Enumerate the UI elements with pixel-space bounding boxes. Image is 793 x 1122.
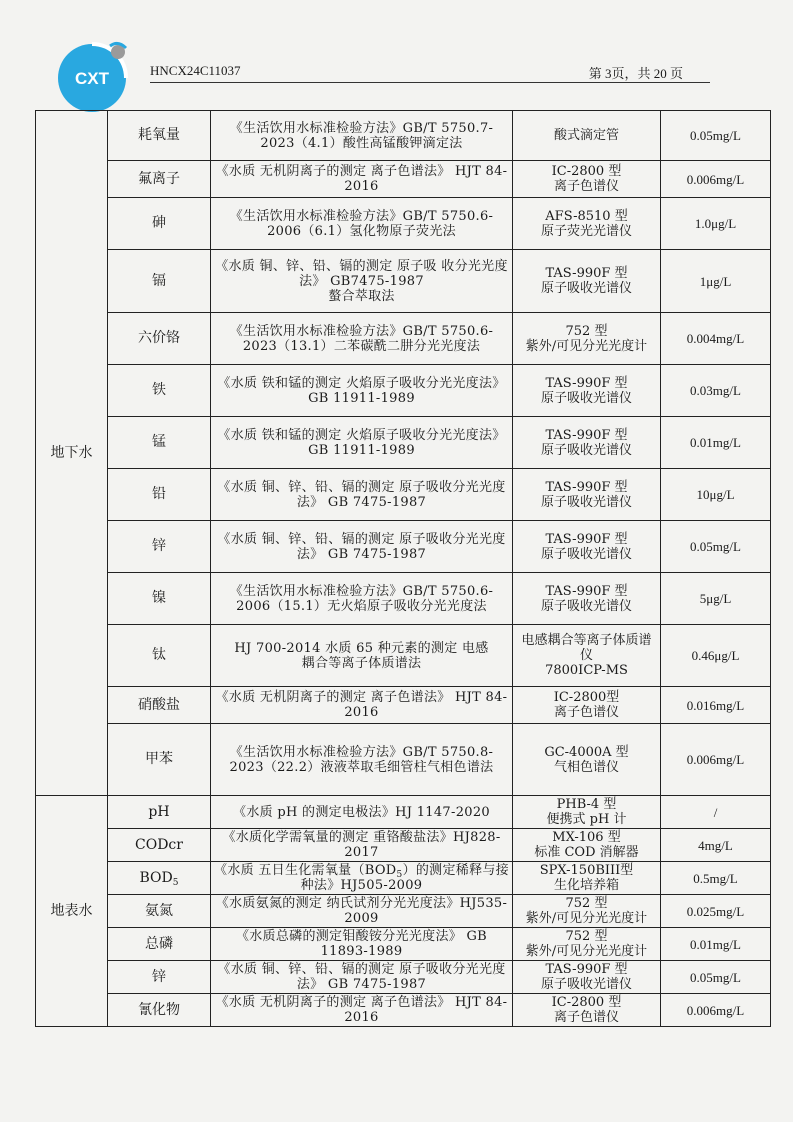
document-number: HNCX24C11037 xyxy=(150,63,241,78)
instrument-cell: TAS-990F 型 原子吸收光谱仪 xyxy=(513,521,661,573)
table-row xyxy=(36,687,771,724)
instrument-cell: 电感耦合等离子体质谱仪 7800ICP-MS xyxy=(513,625,661,687)
instrument-cell: AFS-8510 型 原子荧光光谱仪 xyxy=(513,198,661,250)
item-cell: 耗氧量 xyxy=(108,111,211,161)
method-cell: 《水质 无机阴离子的测定 离子色谱法》 HJT 84-2016 xyxy=(211,994,513,1027)
method-cell: 《水质 五日生化需氧量$(BOD_5)$的测定稀释与接种法》HJ505-2009 xyxy=(211,862,513,895)
limit-cell: 10μg/L xyxy=(661,469,771,521)
item-cell: 氨氮 xyxy=(108,895,211,928)
method-cell: HJ 700-2014 水质 65 种元素的测定 电感 耦合等离子体质谱法 xyxy=(211,625,513,687)
item-cell: 锌 xyxy=(108,521,211,573)
table-row xyxy=(36,111,771,161)
method-cell: 《水质 无机阴离子的测定 离子色谱法》 HJT 84-2016 xyxy=(211,687,513,724)
item-cell: 铁 xyxy=(108,365,211,417)
method-cell: 《水质总磷的测定钼酸铵分光光度法》 GB 11893-1989 xyxy=(211,928,513,961)
method-cell: 《水质 铜、锌、铅、镉的测定 原子吸 收分光光度法》 GB7475-1987 螯合萃取法 xyxy=(211,250,513,313)
method-cell: 《水质 铁和锰的测定 火焰原子吸收分光光度法》 GB 11911-1989 xyxy=(211,417,513,469)
item-cell: 锌 xyxy=(108,961,211,994)
instrument-cell: IC-2800 型 离子色谱仪 xyxy=(513,161,661,198)
item-cell: pH xyxy=(108,796,211,829)
item-cell: 钛 xyxy=(108,625,211,687)
table-row xyxy=(36,469,771,521)
item-cell: $BOD_5$ xyxy=(108,862,211,895)
limit-cell: 0.5mg/L xyxy=(661,862,771,895)
instrument-cell: 752 型 紫外/可见分光光度计 xyxy=(513,895,661,928)
limit-cell: 0.01mg/L xyxy=(661,928,771,961)
method-cell: 《生活饮用水标准检验方法》GB/T 5750.6-2023（13.1）二苯碳酰二肼分光光度法 xyxy=(211,313,513,365)
method-cell: 《生活饮用水标准检验方法》GB/T 5750.8-2023（22.2）液液萃取毛细管柱气相色谱法 xyxy=(211,724,513,796)
table-row xyxy=(36,250,771,313)
limit-cell: 0.46μg/L xyxy=(661,625,771,687)
table-row xyxy=(36,573,771,625)
table-row xyxy=(36,521,771,573)
limit-cell: 0.025mg/L xyxy=(661,895,771,928)
method-cell: 《水质 铜、锌、铅、镉的测定 原子吸收分光光度法》 GB 7475-1987 xyxy=(211,961,513,994)
limit-cell: 4mg/L xyxy=(661,829,771,862)
item-cell: 镍 xyxy=(108,573,211,625)
item-cell: 总磷 xyxy=(108,928,211,961)
table-row xyxy=(36,724,771,796)
instrument-cell: TAS-990F 型 原子吸收光谱仪 xyxy=(513,365,661,417)
method-cell: 《水质 铜、锌、铅、镉的测定 原子吸收分光光度法》 GB 7475-1987 xyxy=(211,521,513,573)
method-cell: 《水质 铜、锌、铅、镉的测定 原子吸收分光光度法》 GB 7475-1987 xyxy=(211,469,513,521)
item-cell: CODcr xyxy=(108,829,211,862)
limit-cell: 0.05mg/L xyxy=(661,961,771,994)
instrument-cell: IC-2800型 离子色谱仪 xyxy=(513,687,661,724)
method-cell: 《生活饮用水标准检验方法》GB/T 5750.7-2023（4.1）酸性高锰酸钾滴定法 xyxy=(211,111,513,161)
item-cell: 锰 xyxy=(108,417,211,469)
instrument-cell: TAS-990F 型 原子吸收光谱仪 xyxy=(513,573,661,625)
table-row xyxy=(36,161,771,198)
table-row xyxy=(36,862,771,895)
table-row xyxy=(36,417,771,469)
instrument-cell: PHB-4 型 便携式 pH 计 xyxy=(513,796,661,829)
limit-cell: 0.05mg/L xyxy=(661,111,771,161)
table-row xyxy=(36,796,771,829)
item-cell: 六价铬 xyxy=(108,313,211,365)
method-cell: 《水质 铁和锰的测定 火焰原子吸收分光光度法》 GB 11911-1989 xyxy=(211,365,513,417)
limit-cell: 0.016mg/L xyxy=(661,687,771,724)
instrument-cell: MX-106 型 标准 COD 消解器 xyxy=(513,829,661,862)
limit-cell: 0.006mg/L xyxy=(661,994,771,1027)
limit-cell: 1.0μg/L xyxy=(661,198,771,250)
table-row xyxy=(36,994,771,1027)
category-cell: 地表水 xyxy=(36,796,108,1027)
item-cell: 硝酸盐 xyxy=(108,687,211,724)
instrument-cell: TAS-990F 型 原子吸收光谱仪 xyxy=(513,417,661,469)
table-row xyxy=(36,313,771,365)
page-info: 第 3页，共 20 页 xyxy=(588,66,683,81)
instrument-cell: GC-4000A 型 气相色谱仪 xyxy=(513,724,661,796)
table-row xyxy=(36,365,771,417)
method-cell: 《生活饮用水标准检验方法》GB/T 5750.6-2006（6.1）氢化物原子荧光法 xyxy=(211,198,513,250)
method-cell: 《水质 pH 的测定电极法》HJ 1147-2020 xyxy=(211,796,513,829)
instrument-cell: TAS-990F 型 原子吸收光谱仪 xyxy=(513,469,661,521)
instrument-cell: 752 型 紫外/可见分光光度计 xyxy=(513,928,661,961)
item-cell: 甲苯 xyxy=(108,724,211,796)
table-row xyxy=(36,198,771,250)
limit-cell: 0.03mg/L xyxy=(661,365,771,417)
limit-cell: / xyxy=(661,796,771,829)
table-row xyxy=(36,829,771,862)
item-cell: 氟离子 xyxy=(108,161,211,198)
header-divider xyxy=(150,82,710,83)
company-logo xyxy=(52,38,140,118)
method-cell: 《水质 无机阴离子的测定 离子色谱法》 HJT 84-2016 xyxy=(211,161,513,198)
logo-text: CXT xyxy=(75,69,109,88)
category-cell: 地下水 xyxy=(36,111,108,796)
table-row xyxy=(36,625,771,687)
item-cell: 氰化物 xyxy=(108,994,211,1027)
instrument-cell: SPX-150BIII型 生化培养箱 xyxy=(513,862,661,895)
limit-cell: 1μg/L xyxy=(661,250,771,313)
limit-cell: 0.01mg/L xyxy=(661,417,771,469)
instrument-cell: TAS-990F 型 原子吸收光谱仪 xyxy=(513,961,661,994)
item-cell: 砷 xyxy=(108,198,211,250)
item-cell: 铅 xyxy=(108,469,211,521)
method-cell: 《水质化学需氧量的测定 重铬酸盐法》HJ828-2017 xyxy=(211,829,513,862)
limit-cell: 0.004mg/L xyxy=(661,313,771,365)
method-cell: 《生活饮用水标准检验方法》GB/T 5750.6-2006（15.1）无火焰原子吸收分光光度法 xyxy=(211,573,513,625)
instrument-cell: 酸式滴定管 xyxy=(513,111,661,161)
instrument-cell: TAS-990F 型 原子吸收光谱仪 xyxy=(513,250,661,313)
instrument-cell: 752 型 紫外/可见分光光度计 xyxy=(513,313,661,365)
limit-cell: 0.05mg/L xyxy=(661,521,771,573)
instrument-cell: IC-2800 型 离子色谱仪 xyxy=(513,994,661,1027)
limit-cell: 0.006mg/L xyxy=(661,161,771,198)
item-cell: 镉 xyxy=(108,250,211,313)
table-row xyxy=(36,961,771,994)
limit-cell: 5μg/L xyxy=(661,573,771,625)
table-row xyxy=(36,928,771,961)
method-cell: 《水质氨氮的测定 纳氏试剂分光光度法》HJ535-2009 xyxy=(211,895,513,928)
methods-table xyxy=(35,110,771,1027)
limit-cell: 0.006mg/L xyxy=(661,724,771,796)
table-row xyxy=(36,895,771,928)
